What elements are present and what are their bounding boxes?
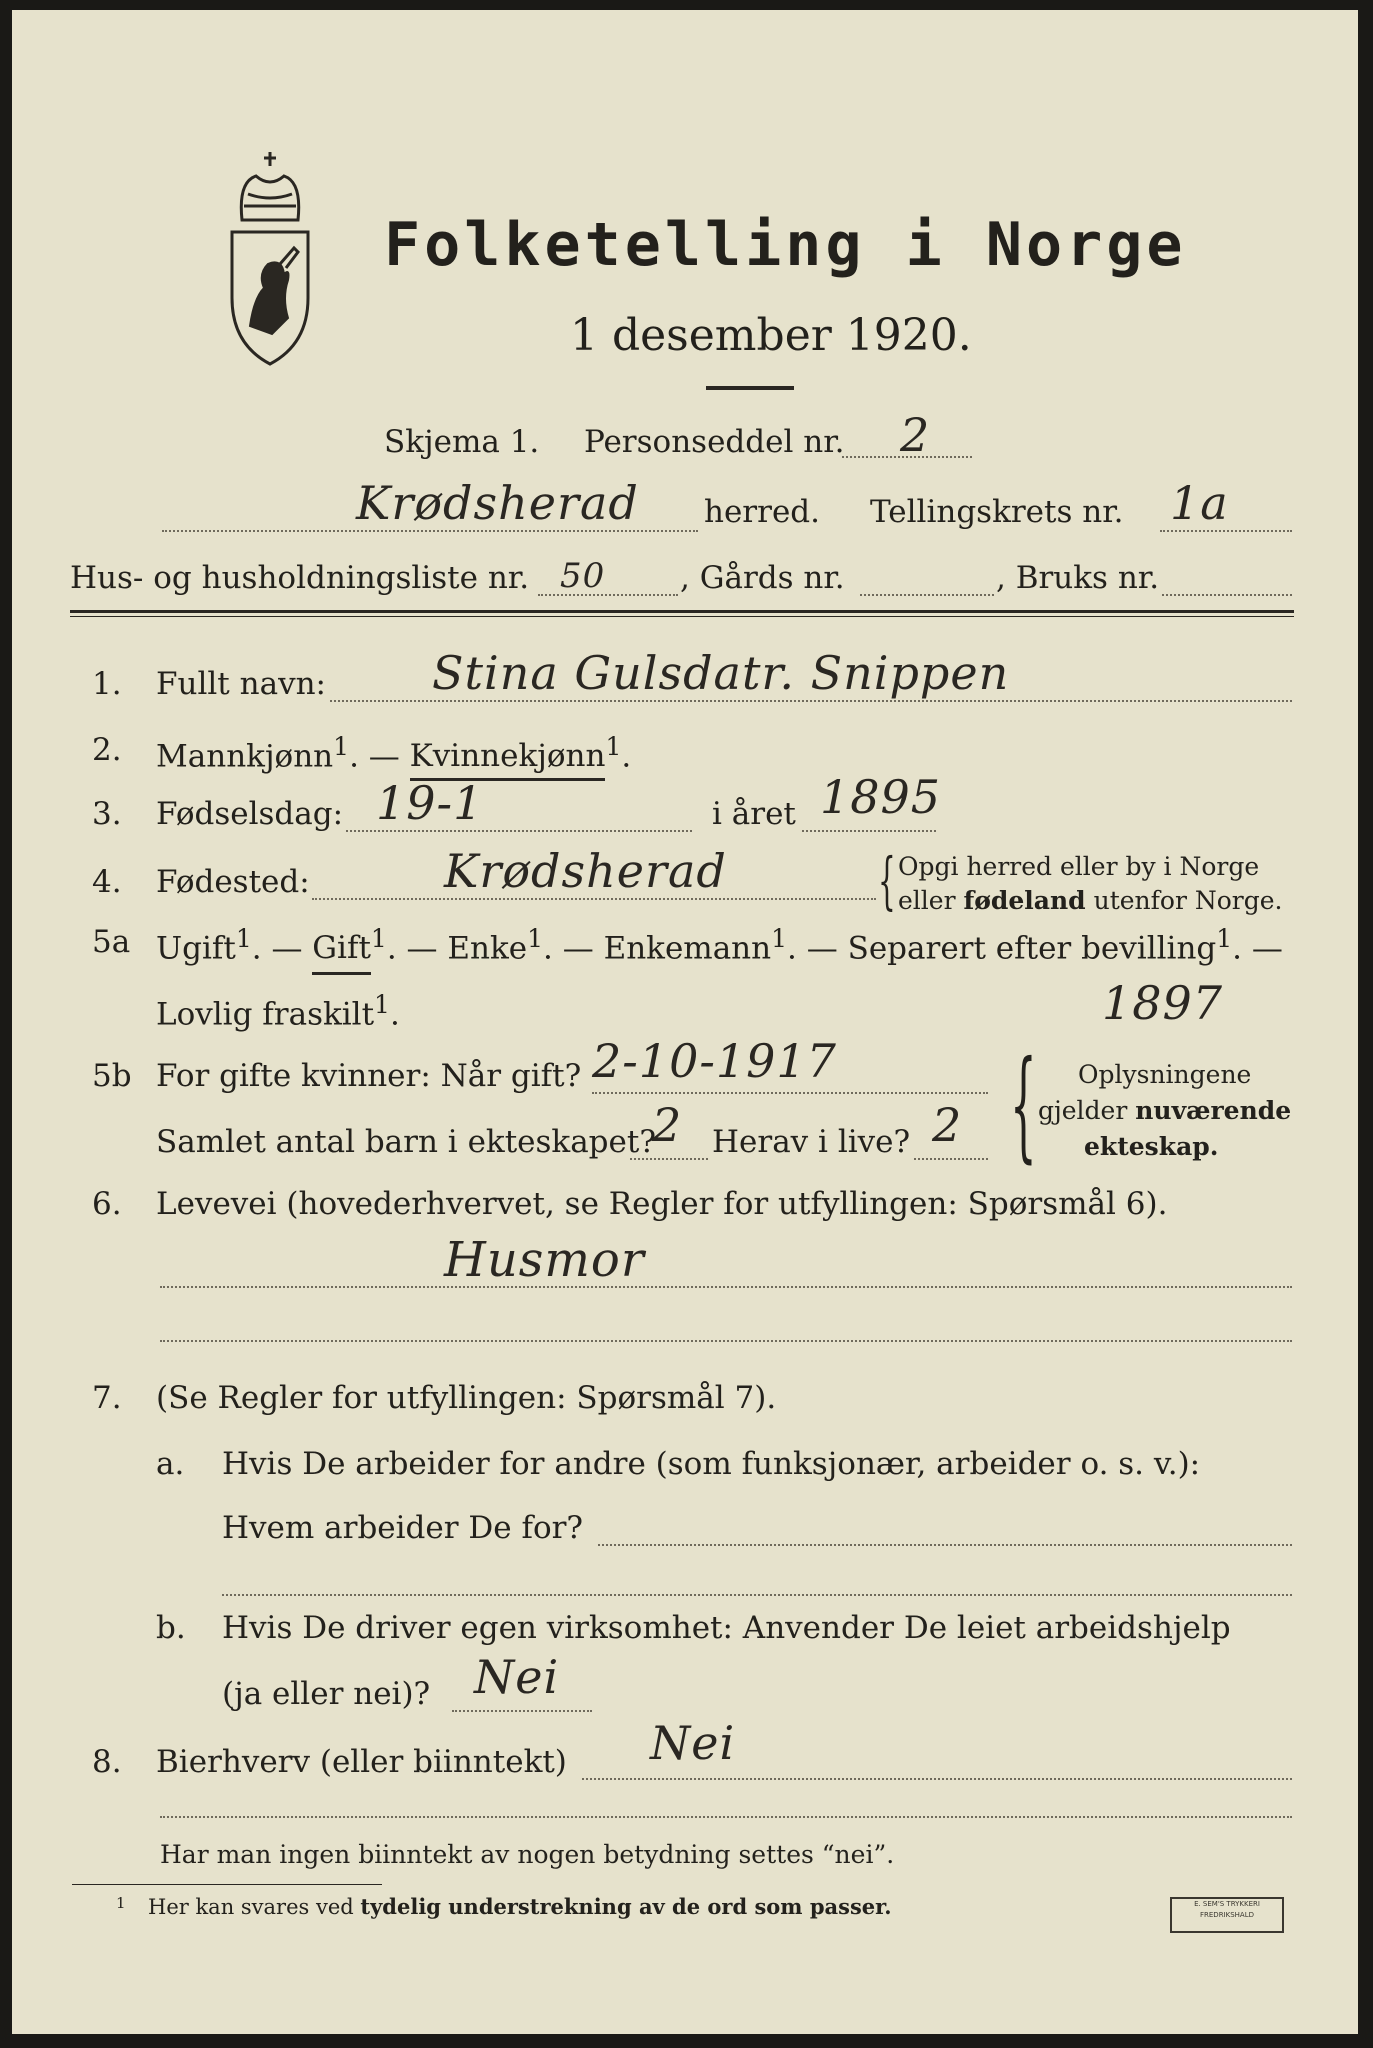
- q7-number: 7.: [92, 1380, 122, 1416]
- herred-value: Krødsherad: [356, 476, 639, 530]
- tellingskrets-label: Tellingskrets nr.: [870, 494, 1124, 530]
- birth-year-value: 1895: [820, 770, 942, 824]
- q8-number: 8.: [92, 1744, 122, 1780]
- personseddel-value: 2: [900, 408, 931, 462]
- full-name-value: Stina Gulsdatr. Snippen: [432, 646, 1010, 700]
- option-lovlig-fraskilt: Lovlig fraskilt$^1$.: [156, 990, 400, 1033]
- alive-label: Herav i live?: [712, 1124, 911, 1160]
- option-gift: Gift: [312, 930, 371, 975]
- side-income-label: Bierhverv (eller biinntekt): [156, 1744, 567, 1780]
- female-option: Kvinnekjønn: [410, 738, 606, 781]
- side-income-value: Nei: [650, 1716, 736, 1770]
- children-value: 2: [652, 1098, 683, 1152]
- q7-label: (Se Regler for utfyllingen: Spørsmål 7).: [156, 1380, 777, 1416]
- married-date-label: For gifte kvinner: Når gift?: [156, 1058, 582, 1094]
- coat-of-arms-icon: [224, 148, 316, 370]
- title-divider: [706, 386, 794, 390]
- q7b-line2: (ja eller nei)?: [222, 1676, 431, 1712]
- header-rule-2: [70, 616, 1294, 617]
- footnote-rule: [72, 1884, 382, 1885]
- q5b-number: 5b: [92, 1058, 132, 1094]
- q7b-letter: b.: [156, 1610, 186, 1646]
- marital-status-options: Ugift$^1$. — Gift$^1$. — Enke$^1$. — Enkemann$^1$. — Separert efter bevilling$^1$. —: [156, 924, 1283, 966]
- marriage-note-brace: {: [1010, 1036, 1037, 1175]
- year-label: i året: [712, 796, 796, 832]
- marriage-year-annotation: 1897: [1102, 976, 1224, 1030]
- full-name-label: Fullt navn:: [156, 666, 326, 702]
- married-date-value: 2-10-1917: [592, 1034, 837, 1088]
- birthday-label: Fødselsdag:: [156, 796, 344, 832]
- birthplace-note-brace: {: [878, 844, 896, 917]
- footnote-number: 1: [116, 1894, 126, 1912]
- option-enkemann: Enkemann: [603, 930, 772, 967]
- alive-value: 2: [932, 1098, 963, 1152]
- option-separert: Separert efter bevilling: [847, 930, 1217, 967]
- birthday-value: 19-1: [376, 776, 484, 830]
- bruks-label: , Bruks nr.: [996, 560, 1160, 596]
- sex-options: Mannkjønn$^1$. — Kvinnekjønn$^1$.: [156, 732, 631, 774]
- q6-number: 6.: [92, 1186, 122, 1222]
- birthplace-note-line1: Opgi herred eller by i Norge: [898, 852, 1260, 881]
- marriage-note-line1: Oplysningene: [1078, 1060, 1252, 1089]
- q5a-number: 5a: [92, 924, 131, 960]
- q7b-value: Nei: [474, 1650, 560, 1704]
- marriage-note-line3: ekteskap.: [1084, 1132, 1219, 1161]
- children-label: Samlet antal barn i ekteskapet?: [156, 1124, 656, 1160]
- form-title: Folketelling i Norge: [384, 210, 1187, 280]
- q7b-line1: Hvis De driver egen virksomhet: Anvender De leiet arbeidshjelp: [222, 1610, 1231, 1646]
- q3-number: 3.: [92, 796, 122, 832]
- birthplace-note-line2: eller fødeland utenfor Norge.: [898, 886, 1283, 915]
- option-enke: Enke: [447, 930, 528, 967]
- birthplace-label: Fødested:: [156, 864, 310, 900]
- personseddel-label: Personseddel nr.: [584, 424, 845, 460]
- census-date: 1 desember 1920.: [570, 310, 972, 361]
- q7a-line2: Hvem arbeider De for?: [222, 1510, 584, 1546]
- q1-number: 1.: [92, 666, 122, 702]
- footnote-text: Her kan svares ved tydelig understrekning av de ord som passer.: [148, 1894, 892, 1919]
- q7a-letter: a.: [156, 1446, 185, 1482]
- husliste-label: Hus- og husholdningsliste nr.: [70, 560, 530, 596]
- marriage-note-line2: gjelder nuværende: [1038, 1096, 1292, 1125]
- occupation-label: Levevei (hovederhvervet, se Regler for utfyllingen: Spørsmål 6).: [156, 1186, 1168, 1222]
- tellingskrets-value: 1a: [1170, 476, 1229, 530]
- schema-label: Skjema 1.: [384, 424, 540, 460]
- husliste-value: 50: [560, 556, 606, 596]
- male-option: Mannkjønn: [156, 738, 334, 775]
- printer-stamp: E. SEM'S TRYKKERI FREDRIKSHALD: [1170, 1897, 1284, 1933]
- side-income-note: Har man ingen biinntekt av nogen betydning settes “nei”.: [160, 1840, 895, 1869]
- q7a-line1: Hvis De arbeider for andre (som funksjonær, arbeider o. s. v.):: [222, 1446, 1201, 1482]
- occupation-value: Husmor: [444, 1232, 645, 1288]
- option-ugift: Ugift: [156, 930, 236, 967]
- q4-number: 4.: [92, 864, 122, 900]
- header-rule-1: [70, 610, 1294, 613]
- birthplace-value: Krødsherad: [444, 844, 727, 898]
- census-form-page: [12, 10, 1358, 2034]
- gards-label: , Gårds nr.: [680, 560, 845, 596]
- herred-label: herred.: [704, 494, 820, 530]
- q2-number: 2.: [92, 732, 122, 768]
